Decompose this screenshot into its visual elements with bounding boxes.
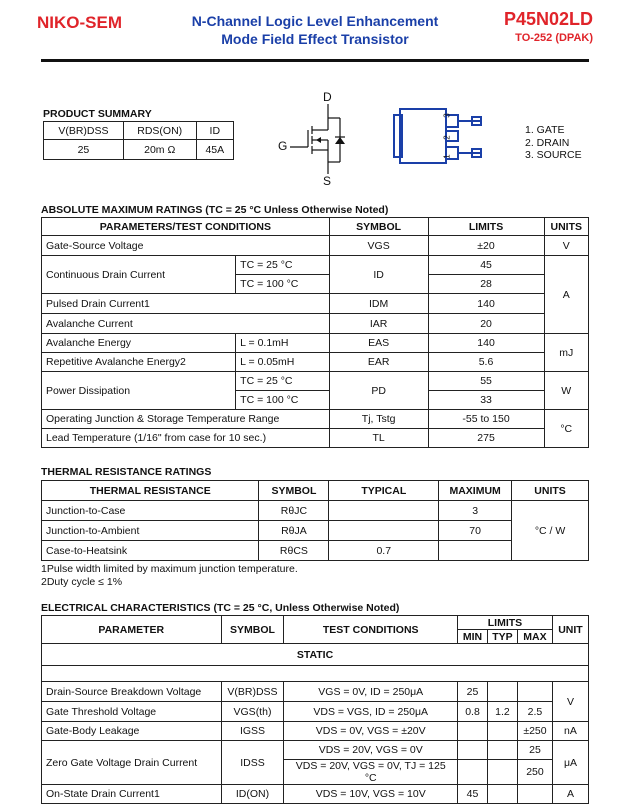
footnotes [41,563,298,589]
elec-symbol: IGSS [221,722,284,741]
pin-gate: 1. GATE [525,124,565,136]
title-line-2: Mode Field Effect Transistor [221,31,409,47]
elec-symbol: V(BR)DSS [221,682,284,702]
mosfet-symbol-icon [290,104,360,174]
abs-param: Power Dissipation [42,372,236,410]
abs-limit: 275 [428,429,544,448]
abs-symbol: VGS [329,236,428,256]
elec-max: ±250 [517,722,552,741]
part-number: P45N02LD [503,9,593,29]
pin-number-3: 3 [442,113,452,118]
pin-number-2: 2 [442,135,452,140]
abs-symbol: PD [329,372,428,410]
elec-header-min: MIN [458,630,488,644]
thermal-table [41,480,589,561]
abs-param: Continuous Drain Current [42,256,236,294]
elec-unit: μA [552,741,588,785]
brand-name: NIKO-SEM [37,13,122,32]
abs-limit: -55 to 150 [428,410,544,429]
abs-param: Lead Temperature (1/16" from case for 10 sec.) [42,429,330,448]
abs-limit: 140 [428,334,544,353]
elec-typ: 1.2 [487,702,517,722]
elec-param: Gate Threshold Voltage [42,702,222,722]
elec-min: 0.8 [458,702,488,722]
dpak-package-icon [386,105,496,167]
abs-unit: A [544,256,588,334]
electrical-table [41,615,589,804]
elec-max [517,682,552,702]
elec-symbol: IDSS [221,741,284,785]
document-title [150,12,480,48]
ps-value-rds: 20m Ω [123,140,196,160]
abs-max-table [41,217,589,448]
thermal-symbol: RθJC [259,501,329,521]
abs-symbol: Tj, Tstg [329,410,428,429]
elec-min [458,741,488,760]
elec-header-limits: LIMITS [458,616,553,630]
thermal-header-typical: TYPICAL [329,481,439,501]
thermal-header-name: THERMAL RESISTANCE [42,481,259,501]
thermal-max: 70 [439,521,512,541]
elec-max [517,785,552,804]
elec-test: VGS = 0V, ID = 250μA [284,682,458,702]
elec-test: VDS = 10V, VGS = 10V [284,785,458,804]
abs-symbol: IAR [329,314,428,334]
gate-label: G [278,139,288,153]
thermal-unit: °C / W [512,501,589,561]
elec-param: Gate-Body Leakage [42,722,222,741]
abs-cond: TC = 25 °C [236,372,330,391]
elec-symbol: VGS(th) [221,702,284,722]
abs-cond: TC = 100 °C [236,391,330,410]
elec-header-param: PARAMETER [42,616,222,644]
thermal-max: 3 [439,501,512,521]
elec-test: VDS = 0V, VGS = ±20V [284,722,458,741]
elec-symbol: ID(ON) [221,785,284,804]
elec-min [458,760,488,785]
abs-param: Avalanche Current [42,314,330,334]
thermal-typ [329,501,439,521]
thermal-name: Case-to-Heatsink [42,541,259,561]
abs-param: Repetitive Avalanche Energy2 [42,353,236,372]
abs-limit: ±20 [428,236,544,256]
abs-param: Gate-Source Voltage [42,236,330,256]
abs-limit: 55 [428,372,544,391]
abs-param: Avalanche Energy [42,334,236,353]
abs-limit: 140 [428,294,544,314]
abs-symbol: ID [329,256,428,294]
elec-header-unit: UNIT [552,616,588,644]
abs-cond: TC = 100 °C [236,275,330,294]
pinout-list [525,124,582,162]
product-summary-title: PRODUCT SUMMARY [43,108,152,120]
title-line-1: N-Channel Logic Level Enhancement [191,13,439,29]
elec-typ [487,760,517,785]
thermal-header-units: UNITS [512,481,589,501]
footnote-1: 1Pulse width limited by maximum junction temperature. [41,563,298,575]
elec-header-max: MAX [517,630,552,644]
thermal-symbol: RθJA [259,521,329,541]
elec-max: 25 [517,741,552,760]
abs-limit: 33 [428,391,544,410]
abs-limit: 45 [428,256,544,275]
abs-unit: mJ [544,334,588,372]
elec-unit: V [552,682,588,722]
abs-limit: 20 [428,314,544,334]
elec-spacer-row [42,666,589,682]
header-divider [41,59,589,62]
abs-header-units: UNITS [544,218,588,236]
thermal-typ: 0.7 [329,541,439,561]
elec-typ [487,682,517,702]
thermal-header-symbol: SYMBOL [259,481,329,501]
elec-max: 250 [517,760,552,785]
elec-static-label: STATIC [42,644,589,666]
thermal-title: THERMAL RESISTANCE RATINGS [41,466,212,478]
ps-header-rds: RDS(ON) [123,122,196,140]
ps-value-id: 45A [196,140,233,160]
elec-test: VDS = 20V, VGS = 0V [284,741,458,760]
abs-param: Operating Junction & Storage Temperature Range [42,410,330,429]
elec-typ [487,741,517,760]
package-name: TO-252 (DPAK) [515,32,593,44]
elec-unit: A [552,785,588,804]
elec-test: VDS = 20V, VGS = 0V, TJ = 125 °C [284,760,458,785]
abs-unit: W [544,372,588,410]
abs-symbol: EAR [329,353,428,372]
pin-number-1: 1 [442,154,452,159]
footnote-2: 2Duty cycle ≤ 1% [41,576,123,588]
abs-limit: 5.6 [428,353,544,372]
elec-header-test: TEST CONDITIONS [284,616,458,644]
thermal-name: Junction-to-Ambient [42,521,259,541]
abs-limit: 28 [428,275,544,294]
thermal-name: Junction-to-Case [42,501,259,521]
elec-typ [487,722,517,741]
ps-header-vbr: V(BR)DSS [44,122,124,140]
ps-value-vbr: 25 [44,140,124,160]
elec-header-symbol: SYMBOL [221,616,284,644]
abs-unit: V [544,236,588,256]
elec-param: On-State Drain Current1 [42,785,222,804]
pin-source: 3. SOURCE [525,149,582,161]
elec-min [458,722,488,741]
elec-min: 45 [458,785,488,804]
drain-label: D [323,90,332,104]
abs-header-symbol: SYMBOL [329,218,428,236]
elec-min: 25 [458,682,488,702]
elec-test: VDS = VGS, ID = 250μA [284,702,458,722]
elec-typ [487,785,517,804]
thermal-symbol: RθCS [259,541,329,561]
elec-header-typ: TYP [487,630,517,644]
ps-header-id: ID [196,122,233,140]
abs-header-limits: LIMITS [428,218,544,236]
abs-cond: L = 0.1mH [236,334,330,353]
abs-cond: L = 0.05mH [236,353,330,372]
elec-unit: nA [552,722,588,741]
thermal-header-maximum: MAXIMUM [439,481,512,501]
elec-param: Drain-Source Breakdown Voltage [42,682,222,702]
abs-max-title: ABSOLUTE MAXIMUM RATINGS (TC = 25 °C Unless Otherwise Noted) [41,204,389,216]
abs-header-param: PARAMETERS/TEST CONDITIONS [42,218,330,236]
thermal-max [439,541,512,561]
elec-max: 2.5 [517,702,552,722]
abs-unit: °C [544,410,588,448]
thermal-typ [329,521,439,541]
electrical-title: ELECTRICAL CHARACTERISTICS (TC = 25 °C, Unless Otherwise Noted) [41,602,400,614]
abs-param: Pulsed Drain Current1 [42,294,330,314]
abs-symbol: EAS [329,334,428,353]
product-summary-table [43,121,234,160]
elec-param: Zero Gate Voltage Drain Current [42,741,222,785]
abs-symbol: TL [329,429,428,448]
source-label: S [323,174,332,188]
abs-symbol: IDM [329,294,428,314]
abs-cond: TC = 25 °C [236,256,330,275]
pin-drain: 2. DRAIN [525,136,570,149]
